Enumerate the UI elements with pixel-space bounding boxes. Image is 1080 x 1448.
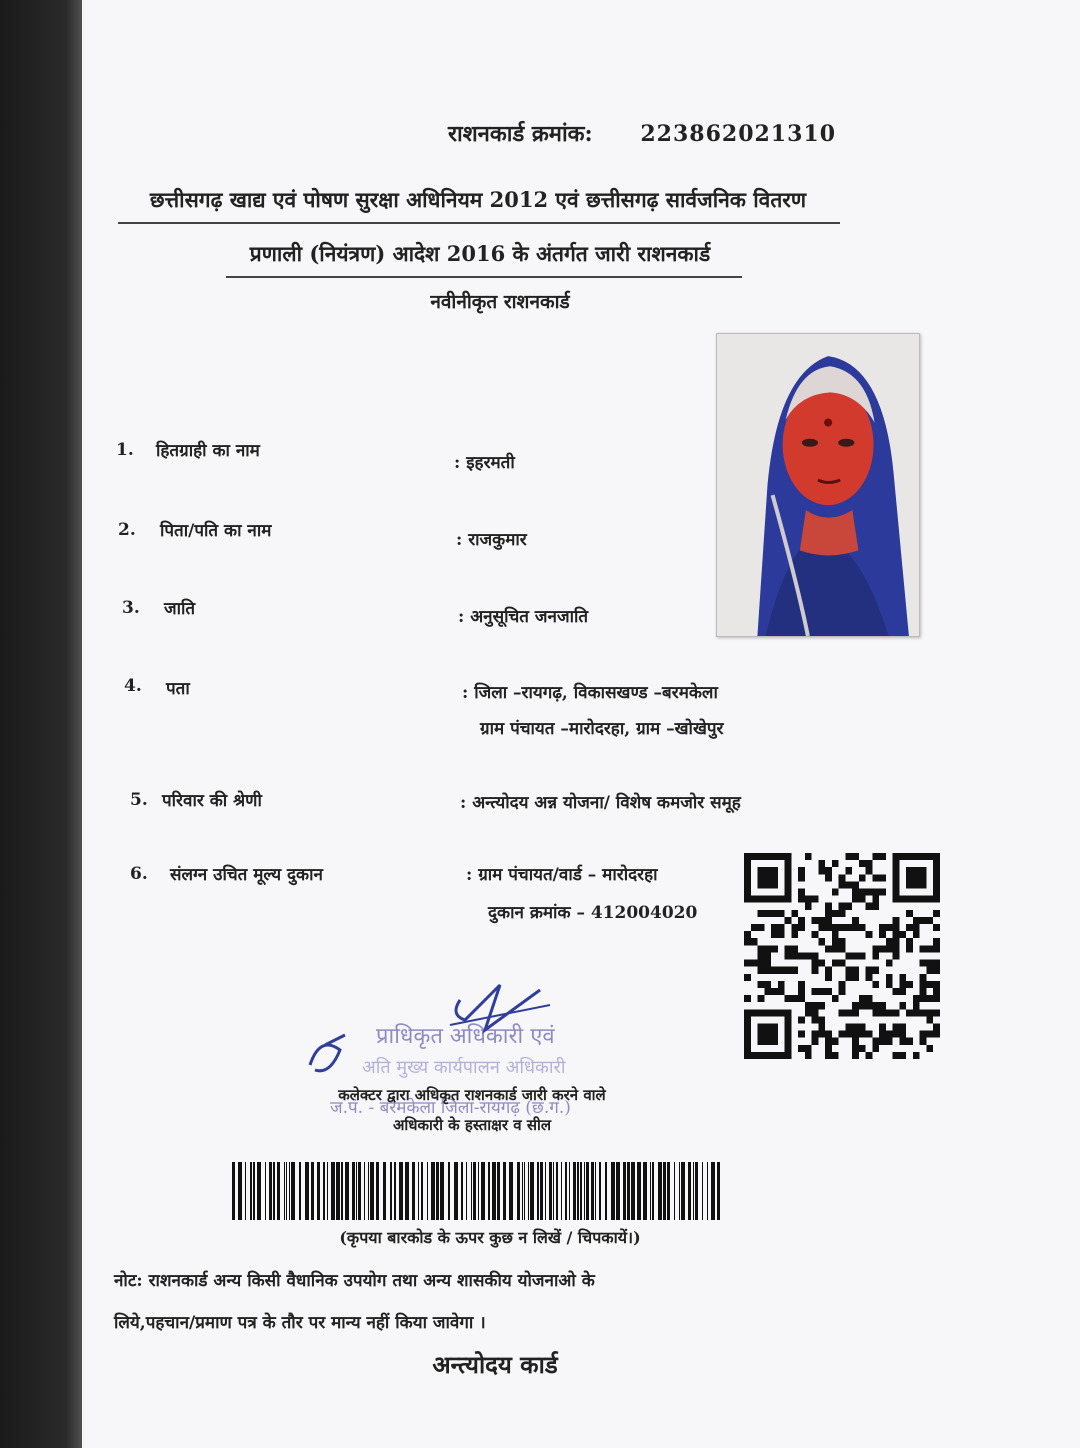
- field-label-address: पता: [166, 679, 190, 699]
- act-underline-1: [118, 222, 840, 224]
- field-value-address-line2: ग्राम पंचायत –मारोदरहा, ग्राम –खोखेपुर: [480, 719, 724, 739]
- field-value-beneficiary: : इहरमती: [454, 453, 515, 473]
- field-number-4: 4.: [124, 676, 142, 696]
- qr-code: [744, 853, 940, 1059]
- field-label-family-category: परिवार की श्रेणी: [162, 791, 262, 811]
- field-number-6: 6.: [130, 864, 148, 884]
- field-value-family-category: : अन्त्योदय अन्न योजना/ विशेष कमजोर समूह: [460, 793, 741, 813]
- field-value-address-line1: : जिला –रायगढ़, विकासखण्ड –बरमकेला: [462, 683, 718, 703]
- stamp-line-3: ज.पं. - बरमकेला जिला-रायगढ़ (छ.ग.): [330, 1098, 571, 1118]
- signature-caption-line1: कलेक्टर द्वारा अधिकृत राशनकार्ड जारी करने वाले: [338, 1086, 606, 1104]
- note-line-1: नोट: राशनकार्ड अन्य किसी वैधानिक उपयोग तथा अन्य शासकीय योजनाओ के: [114, 1271, 595, 1291]
- field-label-fair-price-shop: संलग्न उचित मूल्य दुकान: [170, 865, 323, 885]
- signature-caption: [282, 1080, 662, 1140]
- act-title-line1: छत्तीसगढ़ खाद्य एवं पोषण सुरक्षा अधिनियम 2012 एवं छत्तीसगढ़ सार्वजनिक वितरण: [149, 187, 807, 212]
- field-label-beneficiary: हितग्राही का नाम: [156, 441, 260, 461]
- field-label-father-husband: पिता/पति का नाम: [160, 521, 272, 541]
- barcode: [232, 1162, 728, 1220]
- act-title-line2: प्रणाली (नियंत्रण) आदेश 2016 के अंतर्गत जारी राशनकार्ड: [249, 241, 711, 266]
- field-label-caste: जाति: [164, 599, 196, 619]
- field-number-2: 2.: [118, 520, 136, 540]
- field-number-1: 1.: [116, 440, 134, 460]
- renewed-card-title: नवीनीकृत राशनकार्ड: [430, 291, 570, 313]
- act-underline-2: [226, 276, 742, 278]
- field-value-shop-number: दुकान क्रमांक – 412004020: [488, 903, 698, 923]
- field-value-caste: : अनुसूचित जनजाति: [458, 607, 589, 627]
- signature-caption-line2: अधिकारी के हस्ताक्षर व सील: [392, 1116, 552, 1134]
- note-line-2: लिये,पहचान/प्रमाण पत्र के तौर पर मान्य नहीं किया जावेगा ।: [114, 1313, 486, 1333]
- card-number-value: 223862021310: [640, 121, 837, 147]
- field-value-father-husband: : राजकुमार: [456, 530, 527, 550]
- field-value-shop-panchayat: : ग्राम पंचायत/वार्ड – मारोदरहा: [466, 865, 658, 885]
- stamp-line-1: प्राधिकृत अधिकारी एवं: [376, 1024, 555, 1049]
- officer-signature: [300, 975, 560, 1085]
- antyodaya-card-title: अन्त्योदय कार्ड: [432, 1350, 558, 1379]
- ration-card-number: [448, 118, 868, 148]
- barcode-warning: (कृपया बारकोड के ऊपर कुछ न लिखें / चिपकायें।): [339, 1228, 641, 1247]
- stamp-line-2: अति मुख्य कार्यपालन अधिकारी: [362, 1057, 566, 1078]
- field-number-3: 3.: [122, 598, 140, 618]
- field-number-5: 5.: [130, 790, 148, 810]
- beneficiary-photo: [716, 333, 920, 637]
- card-number-label: राशनकार्ड क्रमांक:: [448, 121, 593, 147]
